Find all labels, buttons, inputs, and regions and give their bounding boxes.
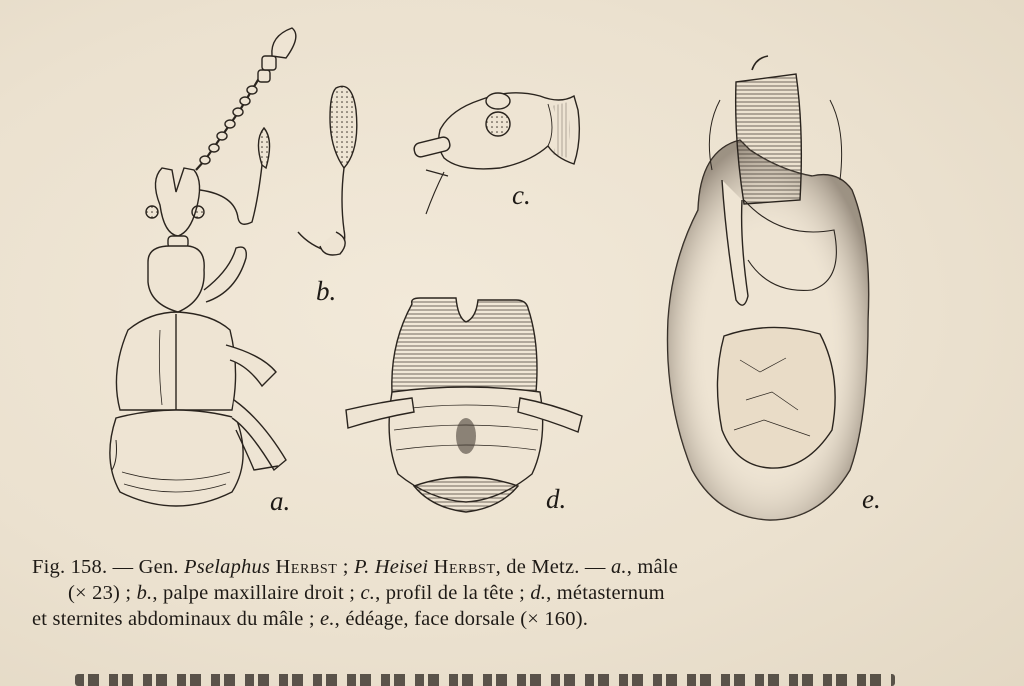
- figure-c-head-profile: [413, 93, 579, 214]
- caption-key-e: e.: [320, 608, 335, 630]
- caption-text: (× 23) ;: [68, 582, 137, 604]
- caption-key-b: b.: [136, 582, 153, 604]
- caption-text: ;: [337, 556, 354, 578]
- caption-text: , de Metz. —: [495, 556, 611, 578]
- cut-off-text-line: [0, 672, 1024, 686]
- figure-b-palp: [298, 86, 357, 255]
- figure-label-e: e.: [862, 484, 881, 514]
- caption-text: , édéage, face dorsale (× 160).: [334, 608, 589, 630]
- caption-text: , profil de la tête ;: [375, 582, 531, 604]
- caption-genus: Pselaphus: [184, 556, 271, 578]
- caption-author: Herbst: [433, 556, 496, 578]
- caption-line-1: [32, 554, 962, 580]
- caption-line-2: [32, 580, 962, 606]
- figure-label-d: d.: [546, 484, 567, 514]
- caption-line-3: [32, 606, 962, 632]
- caption-key-c: c.: [360, 582, 376, 604]
- caption-text: , mâle: [626, 556, 679, 578]
- caption-text: , palpe maxillaire droit ;: [152, 582, 361, 604]
- figure-label-a: a.: [270, 486, 291, 516]
- caption-text: et sternites abdominaux du mâle ;: [32, 608, 321, 630]
- figure-caption: [32, 554, 962, 632]
- caption-text: — Gen.: [107, 556, 185, 578]
- caption-text: , métasternum: [546, 582, 665, 604]
- figure-e-aedeagus: [668, 56, 869, 520]
- caption-species: P. Heisei: [353, 556, 429, 578]
- figure-label-c: c.: [512, 180, 531, 210]
- caption-fig-number: Fig. 158.: [32, 556, 108, 578]
- figure-a-beetle: [110, 28, 296, 506]
- caption-key-d: d.: [530, 582, 547, 604]
- figure-d-metasternum: [346, 298, 582, 512]
- caption-author: Herbst: [275, 556, 338, 578]
- caption-key-a: a.: [610, 556, 627, 578]
- figure-label-b: b.: [316, 276, 337, 306]
